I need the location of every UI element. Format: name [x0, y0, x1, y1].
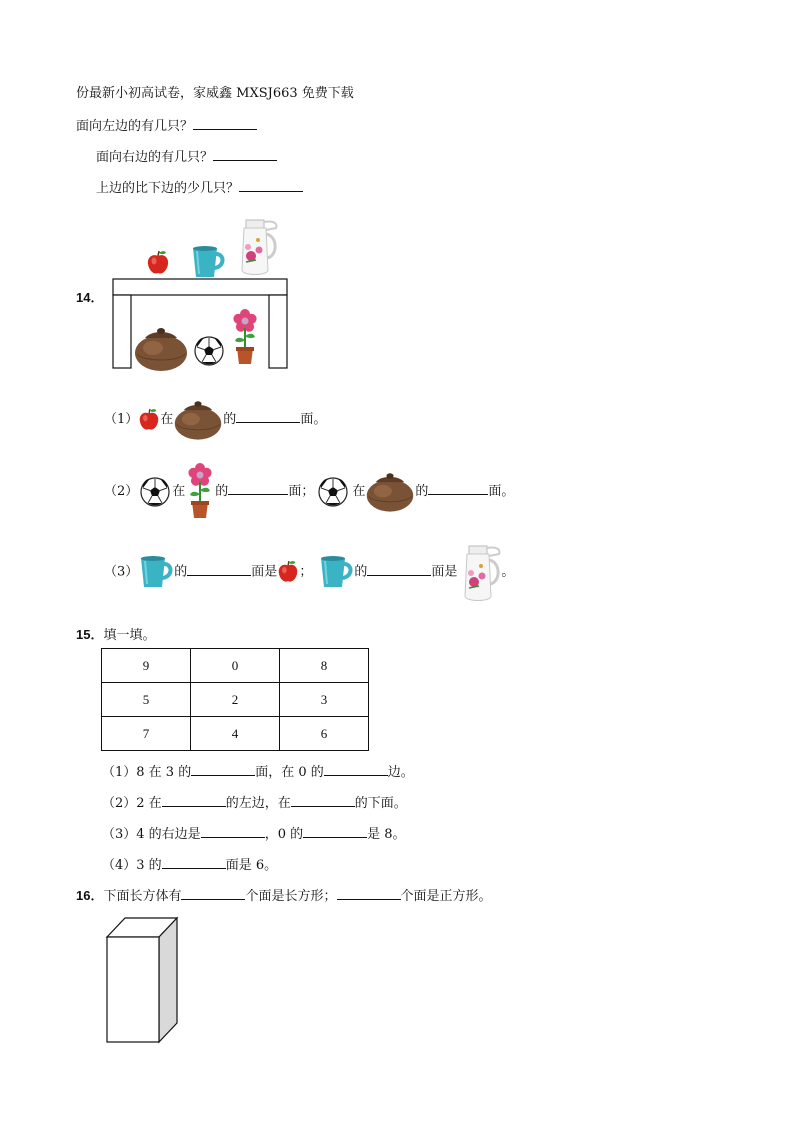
apple-icon — [138, 408, 160, 432]
item-word: 的 — [354, 564, 368, 580]
answer-blank[interactable] — [181, 887, 245, 900]
item-label: （2） — [104, 484, 139, 499]
q15-number: 15． — [76, 627, 104, 642]
grid-cell: 7 — [102, 717, 191, 751]
kettle-icon — [457, 540, 501, 604]
item-word: 面是 — [431, 564, 458, 580]
item-text: （1）8 在 3 的 — [102, 765, 192, 780]
grid-cell: 6 — [280, 717, 369, 751]
answer-blank[interactable] — [236, 410, 300, 423]
pot-icon — [173, 399, 223, 441]
q16 — [76, 885, 492, 904]
q14-item-1 — [104, 398, 326, 442]
prev-question-1-text: 面向左边的有几只？ — [76, 119, 194, 134]
q14-item-3 — [104, 540, 514, 604]
item-text: 的下面。 — [354, 796, 407, 811]
item-text: 是 8。 — [367, 827, 406, 842]
item-text: 边。 — [387, 765, 414, 780]
pot-icon — [133, 326, 189, 372]
answer-blank[interactable] — [193, 117, 257, 130]
item-label: （1） — [104, 412, 139, 427]
grid-cell: 5 — [102, 683, 191, 717]
q16-number: 16． — [76, 888, 104, 903]
item-word: 面； — [288, 484, 315, 499]
answer-blank[interactable] — [201, 825, 265, 838]
item-word: ； — [299, 564, 313, 580]
soccer-ball-icon — [318, 477, 348, 507]
header-text: 份最新小初高试卷，家威鑫 MXSJ663 免费下载 — [76, 86, 354, 101]
answer-blank[interactable] — [228, 482, 288, 495]
q16-text: 下面长方体有 — [103, 889, 182, 904]
cup-icon — [318, 555, 354, 589]
q15-item-4 — [102, 854, 277, 873]
answer-blank[interactable] — [213, 148, 277, 161]
item-text: （2）2 在 — [102, 796, 162, 811]
item-text: ，0 的 — [264, 827, 304, 842]
answer-blank[interactable] — [162, 856, 226, 869]
item-word: 的 — [415, 484, 429, 499]
grid-cell: 3 — [280, 683, 369, 717]
item-word: 在 — [352, 484, 366, 499]
item-word: 在 — [160, 412, 174, 427]
item-word: 在 — [172, 484, 186, 499]
item-word: 面是 — [251, 564, 278, 580]
item-text: （3）4 的右边是 — [102, 827, 201, 842]
flower-pot-icon — [232, 308, 258, 368]
prev-question-1 — [76, 115, 257, 134]
q15-item-1 — [102, 761, 414, 780]
answer-blank[interactable] — [291, 794, 355, 807]
cuboid-icon — [104, 915, 180, 1045]
q15-item-3 — [102, 823, 406, 842]
cup-icon — [190, 245, 226, 279]
q16-text: 个面是正方形。 — [400, 889, 492, 904]
item-word: 的 — [215, 484, 229, 499]
grid-row — [102, 649, 369, 683]
grid-cell: 9 — [102, 649, 191, 683]
prev-question-3 — [96, 177, 303, 196]
q14-item-2 — [104, 460, 514, 524]
answer-blank[interactable] — [162, 794, 226, 807]
item-label: （3） — [104, 564, 139, 580]
grid-cell: 4 — [191, 717, 280, 751]
grid-cell: 2 — [191, 683, 280, 717]
q15-heading — [76, 624, 155, 643]
item-text: 面，在 0 的 — [255, 765, 324, 780]
item-text: （4）3 的 — [102, 858, 162, 873]
prev-question-2 — [96, 146, 277, 165]
q14-number: 14． — [76, 290, 104, 305]
answer-blank[interactable] — [324, 763, 388, 776]
answer-blank[interactable] — [303, 825, 367, 838]
answer-blank[interactable] — [428, 482, 488, 495]
item-text: 面是 6。 — [225, 858, 278, 873]
answer-blank[interactable] — [337, 887, 401, 900]
item-word: 面。 — [300, 412, 327, 427]
pot-icon — [365, 471, 415, 513]
soccer-ball-icon — [194, 336, 224, 366]
answer-blank[interactable] — [191, 763, 255, 776]
soccer-ball-icon — [140, 477, 170, 507]
item-word: 面。 — [488, 484, 515, 499]
grid-row — [102, 683, 369, 717]
answer-blank[interactable] — [239, 179, 303, 192]
kettle-icon — [234, 214, 278, 278]
flower-pot-icon — [187, 462, 213, 522]
item-word: 的 — [223, 412, 237, 427]
item-text: 的左边，在 — [225, 796, 291, 811]
prev-question-3-text: 上边的比下边的少几只？ — [96, 181, 240, 196]
grid-row — [102, 717, 369, 751]
answer-blank[interactable] — [367, 563, 431, 576]
q16-text: 个面是长方形； — [245, 889, 337, 904]
grid-cell: 0 — [191, 649, 280, 683]
q15-item-2 — [102, 792, 407, 811]
apple-icon — [277, 560, 299, 584]
prev-question-2-text: 面向右边的有几只？ — [96, 150, 214, 165]
q15-title: 填一填。 — [103, 628, 156, 643]
cup-icon — [138, 555, 174, 589]
apple-icon — [146, 250, 170, 276]
item-word: 的 — [174, 564, 188, 580]
item-word: 。 — [501, 564, 515, 580]
answer-blank[interactable] — [187, 563, 251, 576]
number-grid — [101, 648, 369, 751]
grid-cell: 8 — [280, 649, 369, 683]
